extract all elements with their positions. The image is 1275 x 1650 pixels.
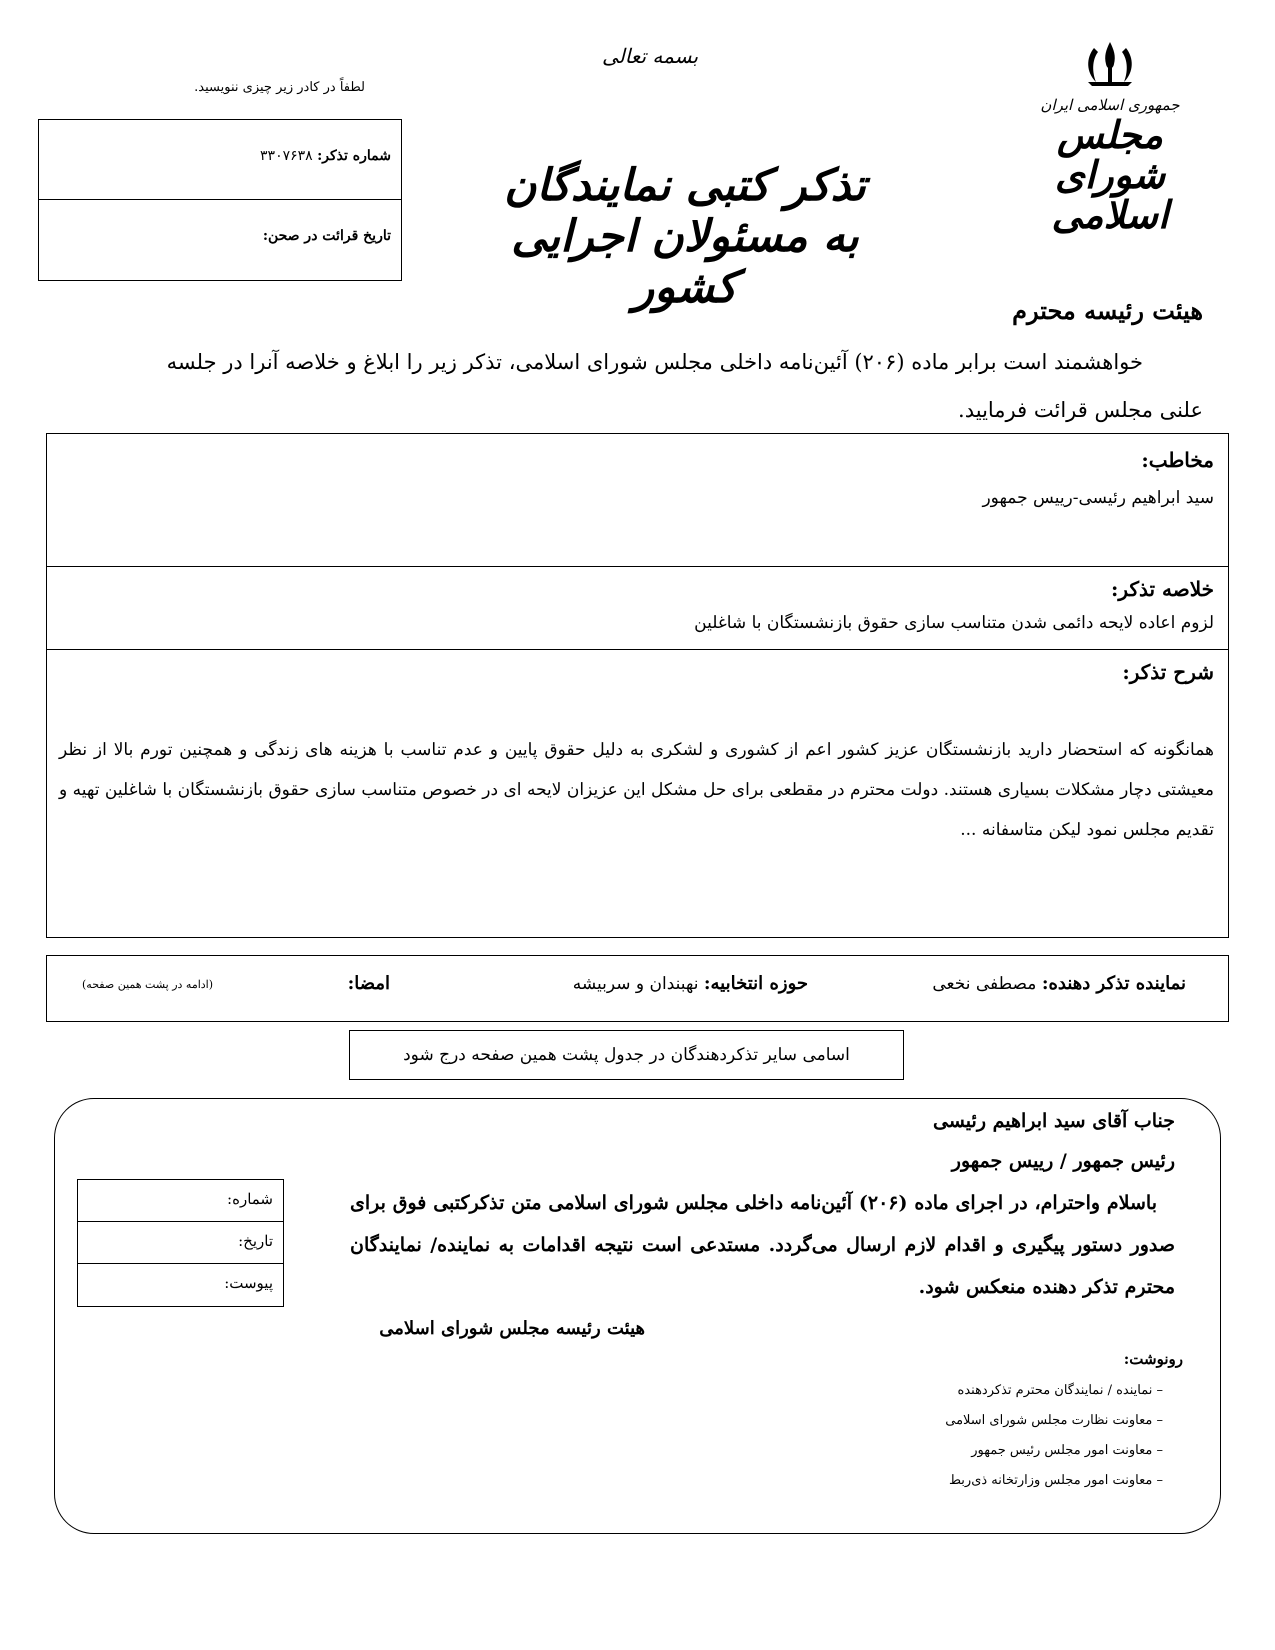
signer-box — [46, 955, 1229, 1022]
cc-label: رونوشت: — [1123, 1350, 1183, 1368]
read-date-label: تاریخ قرائت در صحن: — [262, 228, 391, 244]
summary-label: خلاصه تذکر: — [1111, 577, 1214, 601]
representative-name: مصطفی نخعی — [932, 974, 1037, 994]
reminder-table — [46, 433, 1229, 938]
letter-recipient-title: رئیس جمهور / رییس جمهور — [951, 1150, 1175, 1172]
addressee-label: مخاطب: — [1141, 448, 1214, 472]
summary-section — [47, 567, 1228, 650]
description-section — [47, 650, 1228, 937]
other-signers-note: اسامی سایر تذکردهندگان در جدول پشت همین صفحه درج شود — [349, 1030, 904, 1080]
letter-body: باسلام واحترام، در اجرای ماده (۲۰۶) آئین‌نامه داخلی مجلس شورای اسلامی متن تذکرکتبی فوق برای صدور دستور پیگیری و اقدام لازم ارسال می‌گردد. مستدعی است نتیجه اقدامات به نماینده/ نمایندگان محترم تذکر دهنده منعکس شود. — [350, 1192, 1175, 1298]
document-title: تذکر کتبی نمایندگان به مسئولان اجرایی کشور — [504, 160, 866, 313]
district-value: نهبندان و سربیشه — [572, 974, 699, 994]
ref-number-value: ۳۳۰۷۶۳۸ — [260, 148, 313, 164]
letter-signature: هیئت رئیسه مجلس شورای اسلامی — [379, 1318, 645, 1339]
cc-item: – معاونت امور مجلس وزارتخانه ذی‌ربط — [945, 1466, 1163, 1496]
meta-date-row — [78, 1222, 283, 1264]
emblem-name: مجلس شورای اسلامی — [1051, 112, 1169, 237]
district-field — [573, 973, 808, 994]
cc-list — [945, 1376, 1163, 1496]
description-value: همانگونه که استحضار دارید بازنشستگان عزیز کشور اعم از کشوری و لشکری به دلیل حقوق پایین و عدم تناسب با هزینه های زندگی و همچنین تورم بالا از نظر معیشتی دچار مشکلات بسیاری هستند. دولت محترم در مقطعی برای حل مشکل این عزیزان لایحه ای در خصوص متناسب سازی حقوق بازنشستگان با شاغلین تهیه و تقدیم مجلس نمود لیکن متاسفانه ... — [59, 740, 1214, 840]
signature-label: امضا: — [347, 973, 390, 994]
please-note: لطفاً در کادر زیر چیزی ننویسید. — [194, 80, 365, 95]
signature-field — [348, 973, 390, 994]
emblem-title — [1000, 95, 1220, 235]
summary-value: لزوم اعاده لایحه دائمی شدن متناسب سازی حقوق بازنشستگان با شاغلین — [694, 613, 1214, 633]
continued-note: (ادامه در پشت همین صفحه) — [82, 978, 214, 991]
meta-number-label: شماره: — [227, 1190, 273, 1208]
reference-box — [38, 119, 402, 281]
representative-field — [932, 973, 1186, 994]
cc-item: – معاونت امور مجلس رئیس جمهور — [945, 1436, 1163, 1466]
besmeh-heading: بسمه تعالی — [601, 44, 699, 68]
ref-number-cell — [260, 148, 391, 164]
read-date-row — [39, 200, 401, 279]
meta-date-label: تاریخ: — [238, 1232, 273, 1250]
letter-meta-table — [77, 1179, 284, 1307]
ref-number-row — [39, 120, 401, 200]
emblem-subtitle: جمهوری اسلامی ایران — [1040, 96, 1180, 114]
district-label: حوزه انتخابیه: — [703, 973, 808, 994]
meta-attachment-row — [78, 1264, 283, 1305]
description-label: شرح تذکر: — [1122, 660, 1214, 684]
representative-label: نماینده تذکر دهنده: — [1041, 973, 1186, 994]
meta-attachment-label: پیوست: — [224, 1274, 273, 1292]
intro-paragraph: خواهشمند است برابر ماده (۲۰۶) آئین‌نامه داخلی مجلس شورای اسلامی، تذکر زیر را ابلاغ و خلاصه آنرا در جلسه علنی مجلس قرائت فرمایید. — [166, 350, 1203, 422]
meta-number-row — [78, 1180, 283, 1222]
addressee-section — [47, 434, 1228, 567]
ref-number-label: شماره تذکر: — [317, 148, 391, 164]
cc-item: – معاونت نظارت مجلس شورای اسلامی — [945, 1406, 1163, 1436]
cc-item: – نماینده / نمایندگان محترم تذکردهنده — [945, 1376, 1163, 1406]
letter-recipient: جناب آقای سید ابراهیم رئیسی — [933, 1110, 1175, 1132]
salutation: هیئت رئیسه محترم — [1012, 296, 1203, 325]
addressee-value: سید ابراهیم رئیسی-رییس جمهور — [982, 488, 1214, 508]
